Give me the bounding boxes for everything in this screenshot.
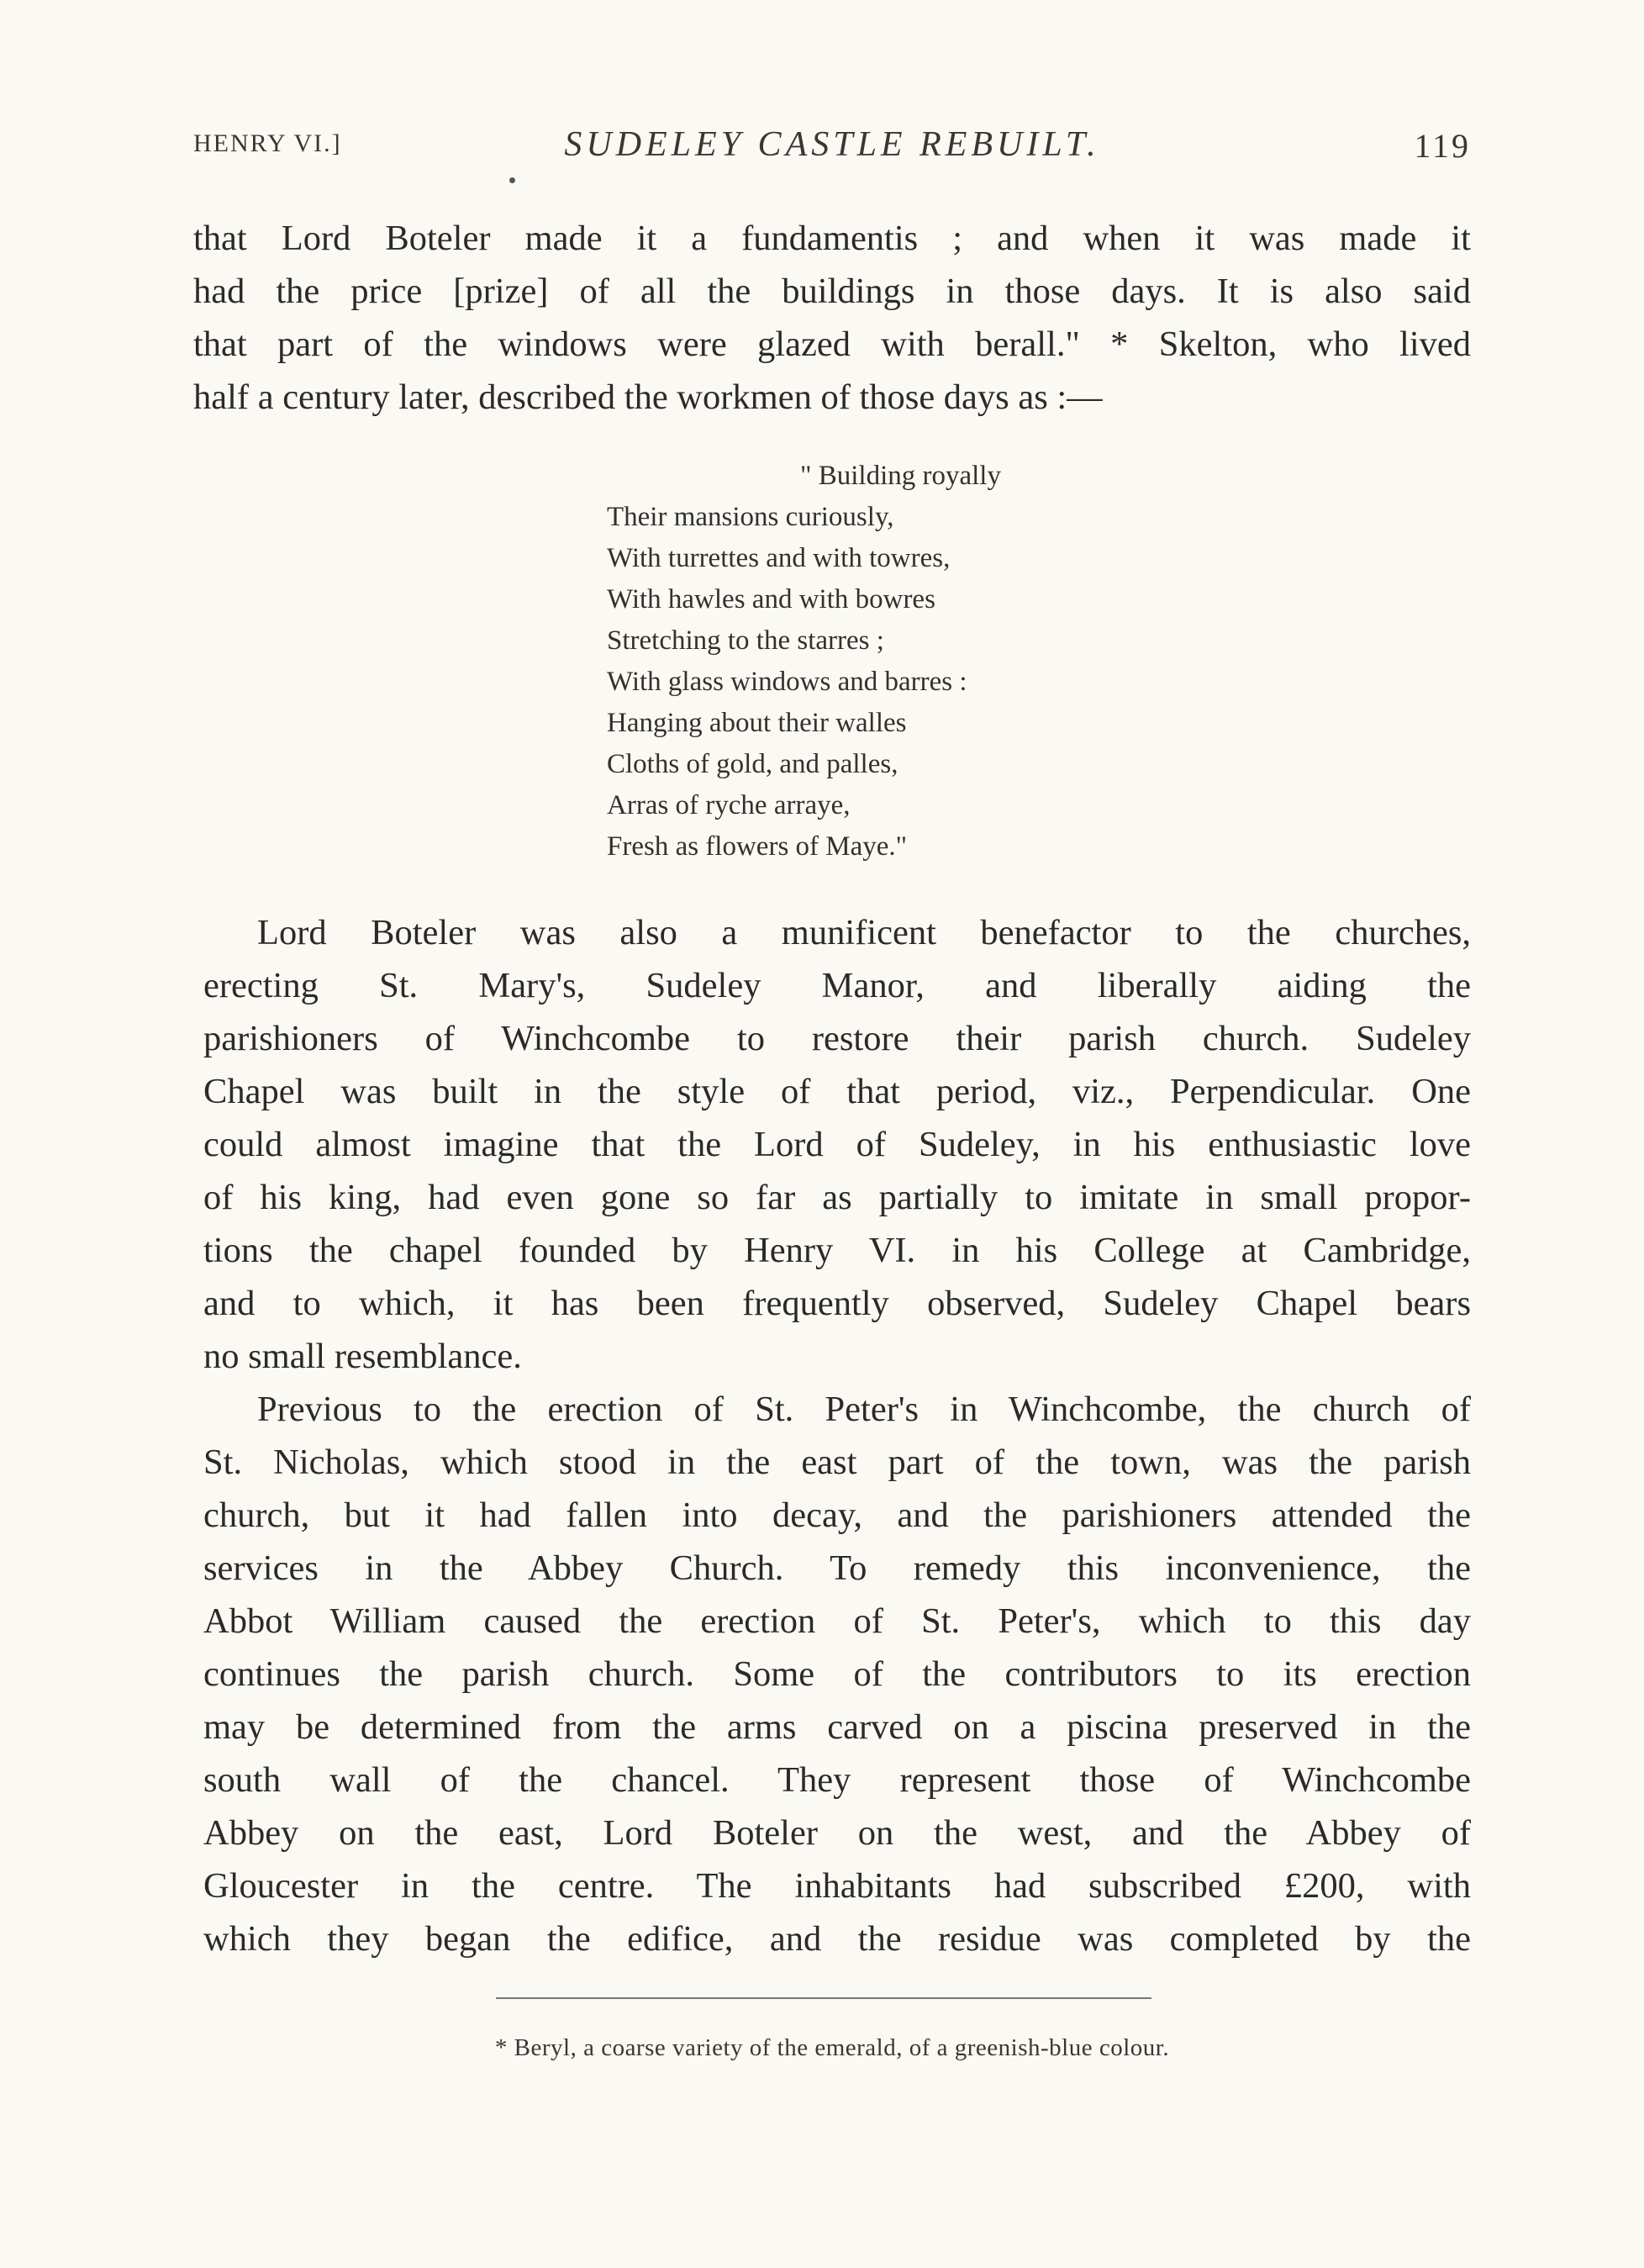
page-number: 119 [1414,127,1471,165]
poem-line: " Building royally [800,461,1001,491]
text-line: erecting St. Mary's, Sudeley Manor, and liberally aiding the [203,966,1471,1005]
text-line: church, but it had fallen into decay, and the parishioners attended the [203,1495,1471,1535]
text-line: no small resemblance. [203,1337,522,1376]
text-line: Previous to the erection of St. Peter's in Winchcombe, the church of [257,1390,1471,1429]
poem-line: Hanging about their walles [607,708,907,738]
header-title: SUDELEY CASTLE REBUILT. [564,125,1100,164]
poem-line: With glass windows and barres : [607,667,967,697]
poem-line: Stretching to the starres ; [607,625,884,656]
footnote-divider [496,1997,1151,1999]
text-line: continues the parish church. Some of the contributors to its erection [203,1654,1471,1694]
text-line: which they began the edifice, and the residue was completed by the [203,1919,1471,1959]
text-line: Chapel was built in the style of that period, viz., Perpendicular. One [203,1072,1471,1111]
poem-line: Their mansions curiously, [607,502,894,532]
ornament-dot [509,177,515,183]
text-line: south wall of the chancel. They represent those of Winchcombe [203,1760,1471,1800]
header-chapter: HENRY VI.] [193,129,342,157]
text-line: tions the chapel founded by Henry VI. in his College at Cambridge, [203,1231,1471,1270]
text-line: St. Nicholas, which stood in the east part of the town, was the parish [203,1443,1471,1482]
skelton-poem [607,456,1001,868]
text-line: and to which, it has been frequently observed, Sudeley Chapel bears [203,1284,1471,1323]
paragraph-2 [203,906,1471,1383]
poem-line: Fresh as flowers of Maye." [607,831,908,862]
text-line: parishioners of Winchcombe to restore their parish church. Sudeley [203,1019,1471,1058]
text-line: could almost imagine that the Lord of Sudeley, in his enthusiastic love [203,1125,1471,1164]
text-line: Abbey on the east, Lord Boteler on the west, and the Abbey of [203,1813,1471,1853]
text-line: half a century later, described the workmen of those days as :— [193,377,1103,417]
text-line: of his king, had even gone so far as partially to imitate in small propor- [203,1178,1471,1217]
text-line: Lord Boteler was also a munificent benefactor to the churches, [257,913,1471,952]
text-line: had the price [prize] of all the buildings in those days. It is also said [193,272,1471,311]
text-line: services in the Abbey Church. To remedy this inconvenience, the [203,1548,1471,1588]
footnote: * Beryl, a coarse variety of the emerald, of a greenish-blue colour. [494,2034,1170,2061]
text-line: Abbot William caused the erection of St. Peter's, which to this day [203,1601,1471,1641]
paragraph-3 [203,1383,1471,1965]
poem-line: Cloths of gold, and palles, [607,749,898,779]
text-line: that Lord Boteler made it a fundamentis ; and when it was made it [193,219,1471,258]
running-header [193,124,1471,175]
poem-line: With hawles and with bowres [607,584,935,614]
poem-line: Arras of ryche arraye, [607,790,851,820]
paragraph-1 [193,212,1471,424]
text-line: may be determined from the arms carved on a piscina preserved in the [203,1707,1471,1747]
text-line: that part of the windows were glazed with berall." * Skelton, who lived [193,324,1471,364]
text-line: Gloucester in the centre. The inhabitants had subscribed £200, with [203,1866,1471,1906]
poem-line: With turrettes and with towres, [607,543,951,573]
